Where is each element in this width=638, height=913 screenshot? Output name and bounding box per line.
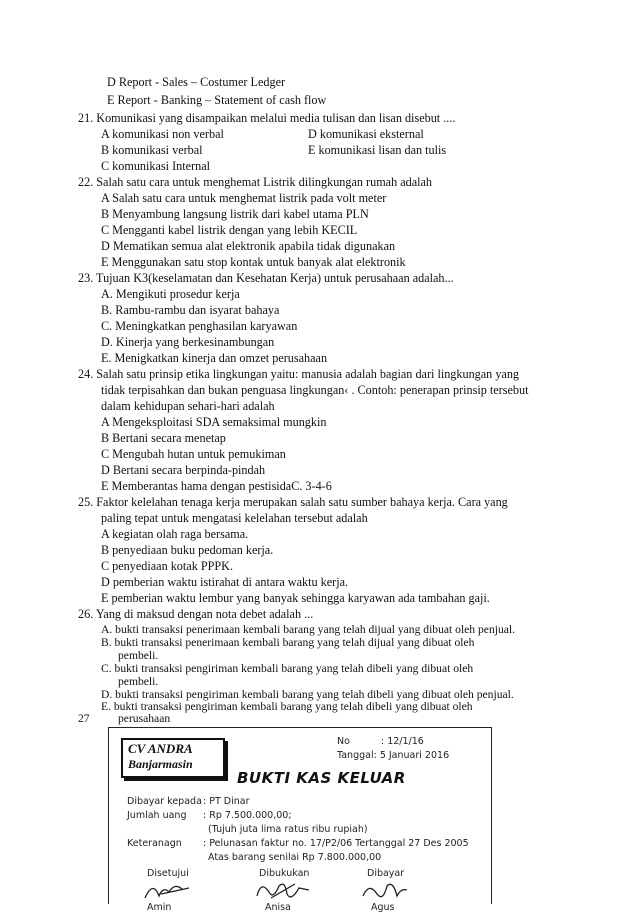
q20-option-e: E Report - Banking – Statement of cash flow [107,93,327,107]
note-value: : Pelunasan faktur no. 17/P2/06 Tertanggal 27 Des 2005 [203,838,469,849]
q26-option-d: D. bukti transaksi pengiriman kembali barang yang telah dibeli yang dibuat oleh penjual. [101,688,514,701]
q23-option-c: C. Meningkatkan penghasilan karyawan [101,319,298,333]
q21-question: 21. Komunikasi yang disampaikan melalui media tulisan dan lisan disebut .... [78,111,456,125]
q22-option-d: D Mematikan semua alat elektronik apabila tidak digunakan [101,239,396,253]
q24-question-line-3: dalam kehidupan sehari-hari adalah [101,399,275,413]
q26-option-c-cont: pembeli. [118,675,159,688]
made-name: Anisa [265,902,291,913]
q21-option-b: B komunikasi verbal [101,143,203,157]
amount-words: (Tujuh juta lima ratus ribu rupiah) [208,824,368,835]
q20-option-d: D Report - Sales – Costumer Ledger [107,75,286,89]
q25-option-e: E pemberian waktu lembur yang banyak sehingga karyawan ada tambahan gaji. [101,591,490,605]
q21-option-a: A komunikasi non verbal [101,127,224,141]
receipt-no-label: No [337,736,350,747]
made-label: Dibukukan [259,868,310,879]
q25-option-b: B penyediaan buku pedoman kerja. [101,543,274,557]
signature-amin [139,878,199,904]
note-label: Keteranagn [127,838,182,849]
paid-to-label: Dibayar kepada [127,796,202,807]
q25-question-line-1: 25. Faktor kelelahan tenaga kerja merupakan salah satu sumber bahaya kerja. Cara yang [78,495,508,509]
amount-label: Jumlah uang [127,810,187,821]
q26-question: 26. Yang di maksud dengan nota debet adalah ... [78,607,314,621]
q26-option-e-cont: perusahaan [118,712,171,725]
receipt-no-value: : 12/1/16 [381,736,424,747]
signature-agus [355,878,415,904]
q22-question: 22. Salah satu cara untuk menghemat Listrik dilingkungan rumah adalah [78,175,433,189]
company-city: Banjarmasin [128,757,193,771]
approved-label: Disetujui [147,868,189,879]
approved-name: Amin [147,902,172,913]
receipt-title: BUKTI KAS KELUAR [237,769,406,787]
company-name: CV ANDRA [128,741,193,756]
receipt-date: Tanggal: 5 Januari 2016 [337,750,450,761]
q27-number: 27 [78,712,90,725]
q24-option-b: B Bertani secara menetap [101,431,226,445]
amount-value: : Rp 7.500.000,00; [203,810,292,821]
q22-option-a: A Salah satu cara untuk menghemat listrik pada volt meter [101,191,387,205]
q21-option-e: E komunikasi lisan dan tulis [308,143,447,157]
q23-option-e: E. Menigkatkan kinerja dan omzet perusahaan [101,351,328,365]
q23-option-d: D. Kinerja yang berkesinambungan [101,335,275,349]
paid-name: Agus [371,902,395,913]
q25-option-c: C penyediaan kotak PPPK. [101,559,234,573]
q24-option-d: D Bertani secara berpinda-pindah [101,463,266,477]
q23-option-b: B. Rambu-rambu dan isyarat bahaya [101,303,280,317]
paid-to-value: : PT Dinar [203,796,250,807]
q25-question-line-2: paling tepat untuk mengatasi kelelahan tersebut adalah [101,511,368,525]
q22-option-b: B Menyambung langsung listrik dari kabel utama PLN [101,207,369,221]
q21-option-c: C komunikasi Internal [101,159,210,173]
q24-option-c: C Mengubah hutan untuk pemukiman [101,447,286,461]
q26-option-a: A. bukti transaksi penerimaan kembali barang yang telah dijual yang dibuat oleh penjual. [101,623,516,636]
q26-option-e: E. bukti transaksi pengiriman kembali barang yang telah dibeli yang dibuat oleh [101,700,473,713]
q25-option-a: A kegiatan olah raga bersama. [101,527,249,541]
q26-option-b: B. bukti transaksi penerimaan kembali barang yang telah dijual yang dibuat oleh [101,636,475,649]
note-value-2: Atas barang senilai Rp 7.800.000,00 [208,852,382,863]
signature-anisa [251,878,317,904]
cash-out-receipt [108,727,492,913]
q24-option-a: A Mengeksploitasi SDA semaksimal mungkin [101,415,327,429]
paid-label: Dibayar [367,868,405,879]
company-stamp [121,738,225,778]
q26-option-c: C. bukti transaksi pengiriman kembali barang yang telah dibeli yang dibuat oleh [101,662,474,675]
q24-question-line-1: 24. Salah satu prinsip etika lingkungan yaitu: manusia adalah bagian dari lingkungan yang [78,367,520,381]
q23-option-a: A. Mengikuti prosedur kerja [101,287,240,301]
q21-option-d: D komunikasi eksternal [308,127,424,141]
q22-option-c: C Mengganti kabel listrik dengan yang lebih KECIL [101,223,358,237]
q24-question-line-2: tidak terpisahkan dan bukan penguasa lingkungan‹ . Contoh: penerapan prinsip tersebut [101,383,529,397]
q22-option-e: E Menggunakan satu stop kontak untuk banyak alat elektronik [101,255,406,269]
q26-option-b-cont: pembeli. [118,649,159,662]
q23-question: 23. Tujuan K3(keselamatan dan Kesehatan Kerja) untuk perusahaan adalah... [78,271,454,285]
q25-option-d: D pemberian waktu istirahat di antara waktu kerja. [101,575,349,589]
q24-option-e: E Memberantas hama dengan pestisidaC. 3-4-6 [101,479,332,493]
